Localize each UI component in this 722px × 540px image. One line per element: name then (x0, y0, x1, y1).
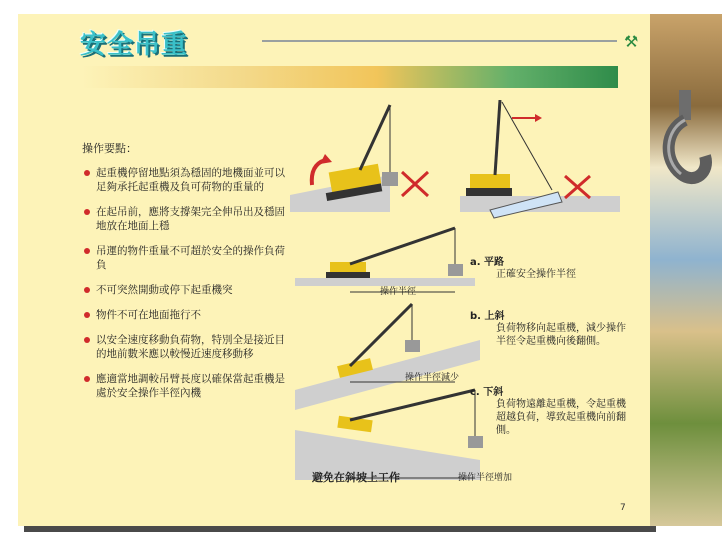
list-item: 吊運的物件重量不可超於安全的操作負荷負 (82, 244, 292, 272)
list-item: 在起吊前，應將支撐架完全伸吊出及穩固地放在地面上穩 (82, 205, 292, 233)
radius-increase-label: 操作半徑增加 (458, 473, 513, 483)
label-b-title: b. 上斜 (470, 311, 505, 322)
crane-hook-image (655, 90, 715, 200)
decoration-icon: ⚒ (624, 32, 639, 51)
label-c-text: 負荷物遠離起重機，令起重機超越負荷，導致起重機向前翻側。 (496, 399, 626, 436)
section-heading: 操作要點： (82, 142, 137, 155)
label-a-title: a. 平路 (470, 257, 505, 268)
list-item: 物件不可在地面拖行不 (82, 308, 292, 322)
list-item: 應適當地調較吊臂長度以確保當起重機是處於安全操作半徑內機 (82, 372, 292, 400)
list-item: 不可突然開動或停下起重機突 (82, 283, 292, 297)
list-item: 起重機停留地點須為穩固的地機面並可以足夠承托起重機及負可荷物的重量的 (82, 166, 292, 194)
label-b-text: 負荷物移向起重機，減少操作半徑令起重機向後翻側。 (496, 323, 626, 347)
title-rule (262, 40, 617, 42)
warning-caption: 避免在斜坡上工作 (312, 471, 400, 484)
key-points-list (82, 166, 292, 411)
crane-tipping-illustration (290, 105, 428, 212)
crane-dragging-illustration (460, 100, 620, 218)
gradient-band (82, 66, 618, 88)
radius-label: 操作半徑 (380, 287, 417, 297)
radius-decrease-label: 操作半徑減少 (405, 373, 460, 383)
page-title: 安全吊重 (80, 30, 189, 60)
list-item: 以安全速度移動負荷物，特別全是接近目的地前數米應以較慢近速度移動移 (82, 333, 292, 361)
label-c-title: c. 下斜 (470, 387, 504, 398)
flat-ground-diagram (295, 228, 475, 292)
page-number: 7 (620, 503, 626, 513)
crane-diagram (290, 100, 650, 500)
label-a-text: 正確安全操作半徑 (496, 269, 576, 280)
downslope-diagram (295, 390, 483, 480)
